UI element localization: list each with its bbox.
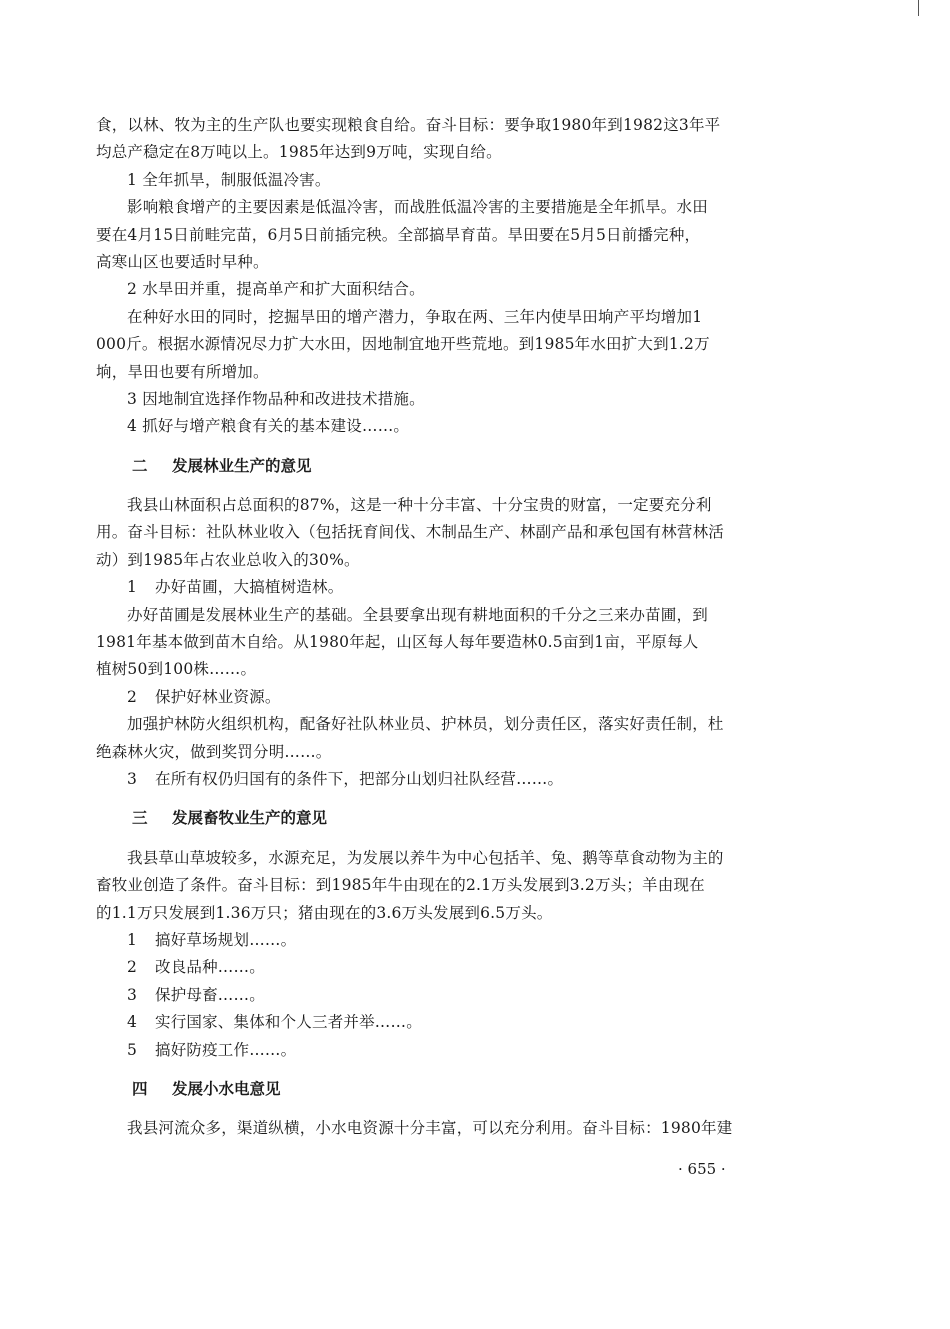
section-title: 发展畜牧业生产的意见 [172, 809, 328, 828]
paragraph-line: 的1.1万只发展到1.36万只；猪由现在的3.6万头发展到6.5万头。 [96, 903, 553, 922]
list-item: 1 全年抓旱，制服低温冷害。 [127, 170, 331, 189]
list-item-text: 在所有权仍归国有的条件下，把部分山划归社队经营……。 [155, 769, 564, 788]
section-number: 三 [132, 809, 148, 828]
list-item-number: 1 [127, 930, 138, 949]
list-item-text: 搞好草场规划……。 [155, 930, 297, 949]
list-item: 3 因地制宜选择作物品种和改进技术措施。 [127, 389, 425, 408]
list-item [96, 766, 796, 793]
paragraph-line: 用。奋斗目标：社队林业收入（包括抚育间伐、木制品生产、林副产品和承包国有林营林活 [96, 523, 725, 542]
paragraph-line: 我县山林面积占总面积的87%，这是一种十分丰富、十分宝贵的财富，一定要充分利 [127, 496, 712, 515]
paragraph-line: 植树50到100株……。 [96, 660, 257, 679]
list-item-number: 4 [127, 1013, 138, 1032]
paragraph-line: 办好苗圃是发展林业生产的基础。全县要拿出现有耕地面积的千分之三来办苗圃，到 [127, 605, 708, 624]
list-item-text: 实行国家、集体和个人三者并举……。 [155, 1013, 422, 1032]
list-item [96, 574, 796, 601]
paragraph-line: 动）到1985年占农业总收入的30%。 [96, 550, 360, 569]
paragraph-line: 1981年基本做到苗木自给。从1980年起，山区每人每年要造林0.5亩到1亩，平原每人 [96, 633, 699, 652]
scan-edge-mark [918, 0, 919, 16]
list-item-number: 1 [127, 578, 138, 597]
section-number: 四 [132, 1079, 148, 1098]
list-item: 4 抓好与增产粮食有关的基本建设……。 [127, 417, 410, 436]
list-item [96, 1037, 796, 1064]
list-item-number: 3 [127, 985, 138, 1004]
list-item-number: 5 [127, 1040, 138, 1059]
section-heading [96, 453, 796, 480]
paragraph-line: 食，以林、牧为主的生产队也要实现粮食自给。奋斗目标：要争取1980年到1982这3年平 [96, 116, 721, 134]
paragraph-line: 在种好水田的同时，挖掘旱田的增产潜力，争取在两、三年内使旱田垧产平均增加1 [127, 307, 703, 326]
list-item-text: 保护好林业资源。 [155, 687, 281, 706]
page-number: · 655 · [678, 1160, 726, 1178]
list-item-text: 保护母畜……。 [155, 985, 265, 1004]
paragraph-line: 加强护林防火组织机构，配备好社队林业员、护林员，划分责任区，落实好责任制，杜 [127, 715, 724, 734]
list-item-number: 2 [127, 687, 138, 706]
paragraph-line: 我县河流众多，渠道纵横，小水电资源十分丰富，可以充分利用。奋斗目标：1980年建 [127, 1119, 733, 1138]
list-item [96, 954, 796, 981]
paragraph-line: 垧，旱田也要有所增加。 [96, 362, 269, 381]
list-item: 2 水旱田并重，提高单产和扩大面积结合。 [127, 280, 425, 299]
paragraph-line: 影响粮食增产的主要因素是低温冷害，而战胜低温冷害的主要措施是全年抓旱。水田 [127, 198, 708, 217]
paragraph-line: 要在4月15日前畦完苗，6月5日前插完秧。全部搞旱育苗。旱田要在5月5日前播完种， [96, 225, 701, 244]
section-number: 二 [132, 456, 148, 475]
section-heading [96, 1076, 796, 1103]
paragraph-line: 均总产稳定在8万吨以上。1985年达到9万吨，实现自给。 [96, 143, 502, 162]
list-item-text: 搞好防疫工作……。 [155, 1040, 297, 1059]
list-item-number: 3 [127, 769, 138, 788]
list-item-number: 2 [127, 958, 138, 977]
section-heading [96, 805, 796, 832]
list-item [96, 927, 796, 954]
section-title: 发展林业生产的意见 [172, 456, 312, 475]
paragraph-line: 000斤。根据水源情况尽力扩大水田，因地制宜地开些荒地。到1985年水田扩大到1.2万 [96, 335, 710, 354]
paragraph-line: 畜牧业创造了条件。奋斗目标：到1985年牛由现在的2.1万头发展到3.2万头；羊由现在 [96, 876, 705, 895]
paragraph-line: 我县草山草坡较多，水源充足，为发展以养牛为中心包括羊、兔、鹅等草食动物为主的 [127, 848, 724, 867]
section-title: 发展小水电意见 [172, 1079, 281, 1098]
list-item-text: 改良品种……。 [155, 958, 265, 977]
paragraph-line: 绝森林火灾，做到奖罚分明……。 [96, 742, 332, 761]
list-item [96, 1009, 796, 1036]
list-item-text: 办好苗圃，大搞植树造林。 [155, 578, 344, 597]
list-item [96, 684, 796, 711]
list-item [96, 982, 796, 1009]
paragraph-line: 高寒山区也要适时早种。 [96, 252, 269, 271]
body-text [96, 112, 796, 1143]
